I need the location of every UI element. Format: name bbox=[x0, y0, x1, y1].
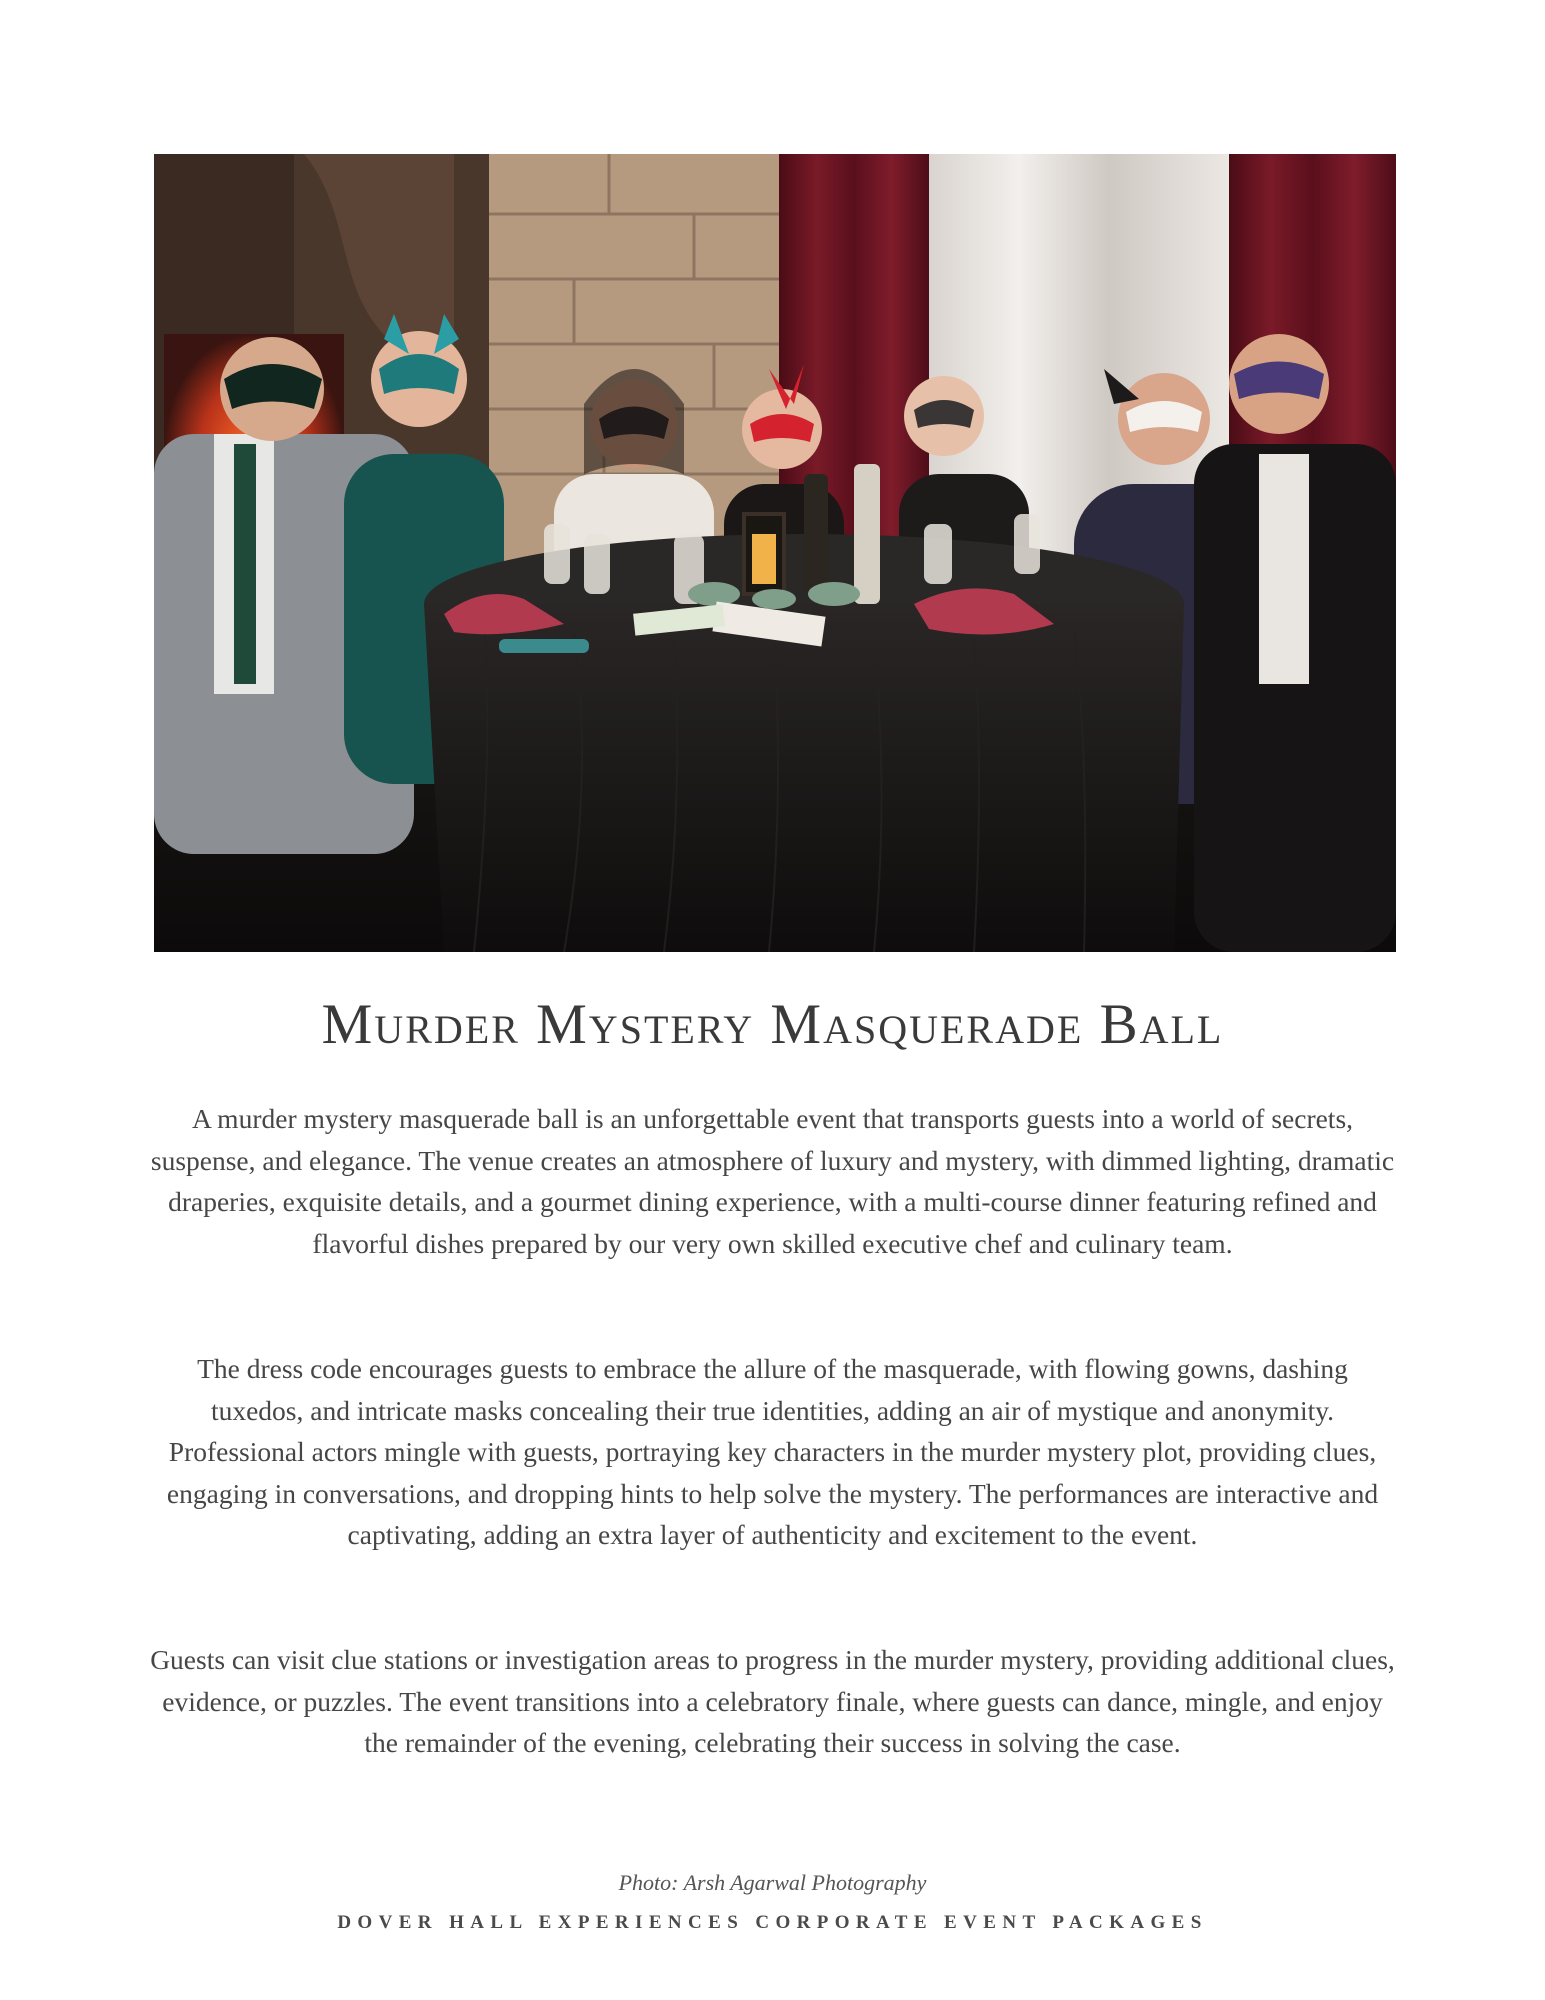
paragraph-intro: A murder mystery masquerade ball is an unforgettable event that transports guests into a world of secrets, suspense, and elegance. The venue creates an atmosphere of luxury and mystery, with dimmed lighting, dramatic draperies, exquisite details, and a gourmet dining experience, with a multi-course dinner featuring refined and flavorful dishes prepared by our very own skilled executive chef and culinary team. bbox=[150, 1103, 1395, 1259]
paragraph-finale: Guests can visit clue stations or investigation areas to progress in the murder mystery, providing additional clues, evidence, or puzzles. The event transitions into a celebratory finale, where guests can dance, mingle, and enjoy the remainder of the evening, celebrating their success in solving the case. bbox=[150, 1644, 1395, 1758]
event-photo bbox=[154, 154, 1396, 952]
photo-credit: Photo: Arsh Agarwal Photography bbox=[618, 1870, 927, 1895]
page-title: Murder Mystery Masquerade Ball bbox=[321, 993, 1224, 1056]
masquerade-dinner-photo bbox=[154, 154, 1396, 952]
paragraph-dress-code: The dress code encourages guests to embrace the allure of the masquerade, with flowing gowns, dashing tuxedos, and intricate masks concealing their true identities, adding an air of mystique and anonymity. Professional actors mingle with guests, portraying key characters in the murder mystery plot, providing clues, engaging in conversations, and dropping hints to help solve the mystery. The performances are interactive and captivating, adding an extra layer of authenticity and excitement to the event. bbox=[166, 1353, 1379, 1550]
footer-brand: DOVER HALL EXPERIENCES CORPORATE EVENT PACKAGES bbox=[337, 1912, 1208, 1933]
